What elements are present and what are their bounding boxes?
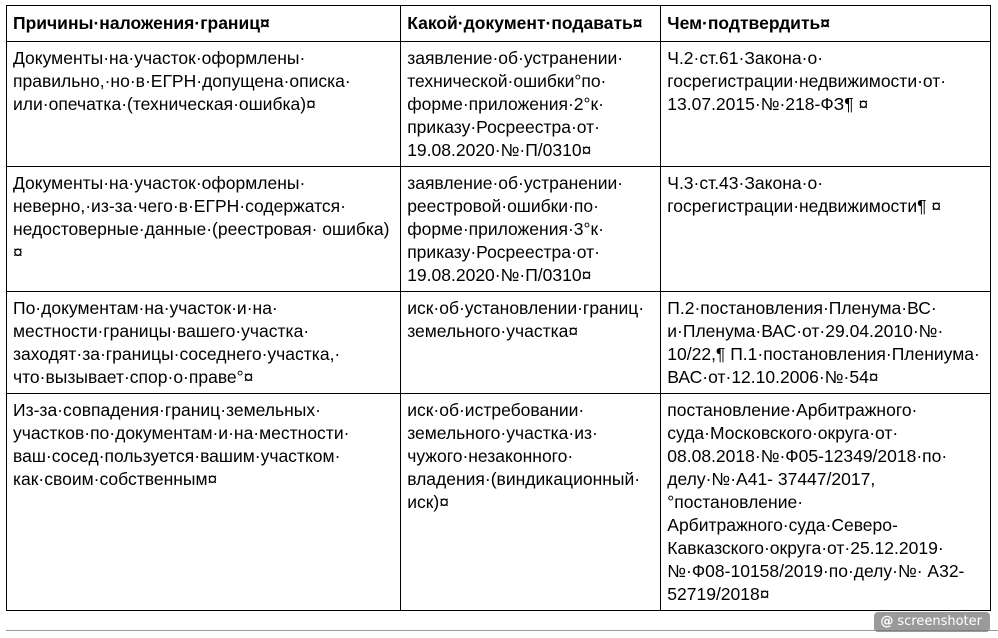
table-header-row xyxy=(7,6,991,42)
cell-proof[interactable]: Ч.3·ст.43·Закона·о· госрегистрации·недвижимости¶ ¤ xyxy=(661,167,991,292)
at-icon: @ xyxy=(880,614,894,629)
cell-document[interactable]: иск·об·установлении·границ· земельного·участка¤ xyxy=(401,292,661,394)
cell-proof[interactable]: Ч.2·ст.61·Закона·о· госрегистрации·недвижимости·от· 13.07.2015·№·218-ФЗ¶ ¤ xyxy=(661,42,991,167)
header-reasons[interactable]: Причины·наложения·границ¤ xyxy=(7,6,401,42)
page-divider xyxy=(6,630,998,631)
screenshoter-watermark xyxy=(874,612,990,632)
cell-proof[interactable]: постановление·Арбитражного· суда·Московского·округа·от· 08.08.2018·№·Ф05-12349/2018·по· делу·№·А41- 37447/2017,°постановление· Арбитражного·суда·Северо- Кавказского·округа·от·25.12.2019· №·Ф08-10158/2019·по·делу·№· А32-52719/2018¤ xyxy=(661,394,991,611)
cell-reason[interactable]: Документы·на·участок·оформлены· правильно,·но·в·ЕГРН·допущена·описка· или·опечатка·(техническая·ошибка)¤ xyxy=(7,42,401,167)
cell-document[interactable]: заявление·об·устранении· реестровой·ошибки·по· форме·приложения·3°к· приказу·Росреестра·от· 19.08.2020·№·П/0310¤ xyxy=(401,167,661,292)
cell-reason[interactable]: Из-за·совпадения·границ·земельных· участков·по·документам·и·на·местности· ваш·сосед·пользуется·вашим·участком· как·своим·собственным¤ xyxy=(7,394,401,611)
cell-document[interactable]: иск·об·истребовании· земельного·участка·из· чужого·незаконного· владения·(виндикационный· иск)¤ xyxy=(401,394,661,611)
cell-reason[interactable]: Документы·на·участок·оформлены· неверно,·из-за·чего·в·ЕГРН·содержатся· недостоверные·данные·(реестровая· ошибка)¤ xyxy=(7,167,401,292)
table-row xyxy=(7,292,991,394)
header-document[interactable]: Какой·документ·подавать¤ xyxy=(401,6,661,42)
watermark-label: screenshoter xyxy=(897,614,982,629)
table-row xyxy=(7,394,991,611)
cell-proof[interactable]: П.2·постановления·Пленума·ВС· и·Пленума·ВАС·от·29.04.2010·№· 10/22,¶ П.1·постановления·Плениума· ВАС·от·12.10.2006·№·54¤ xyxy=(661,292,991,394)
header-proof[interactable]: Чем·подтвердить¤ xyxy=(661,6,991,42)
document-table xyxy=(6,5,991,611)
cell-document[interactable]: заявление·об·устранении· технической·ошибки°по· форме·приложения·2°к· приказу·Росреестра·от· 19.08.2020·№·П/0310¤ xyxy=(401,42,661,167)
cell-reason[interactable]: По·документам·на·участок·и·на· местности·границы·вашего·участка· заходят·за·границы·соседнего·участка,· что·вызывает·спор·о·праве°¤ xyxy=(7,292,401,394)
table-row xyxy=(7,167,991,292)
table-row xyxy=(7,42,991,167)
